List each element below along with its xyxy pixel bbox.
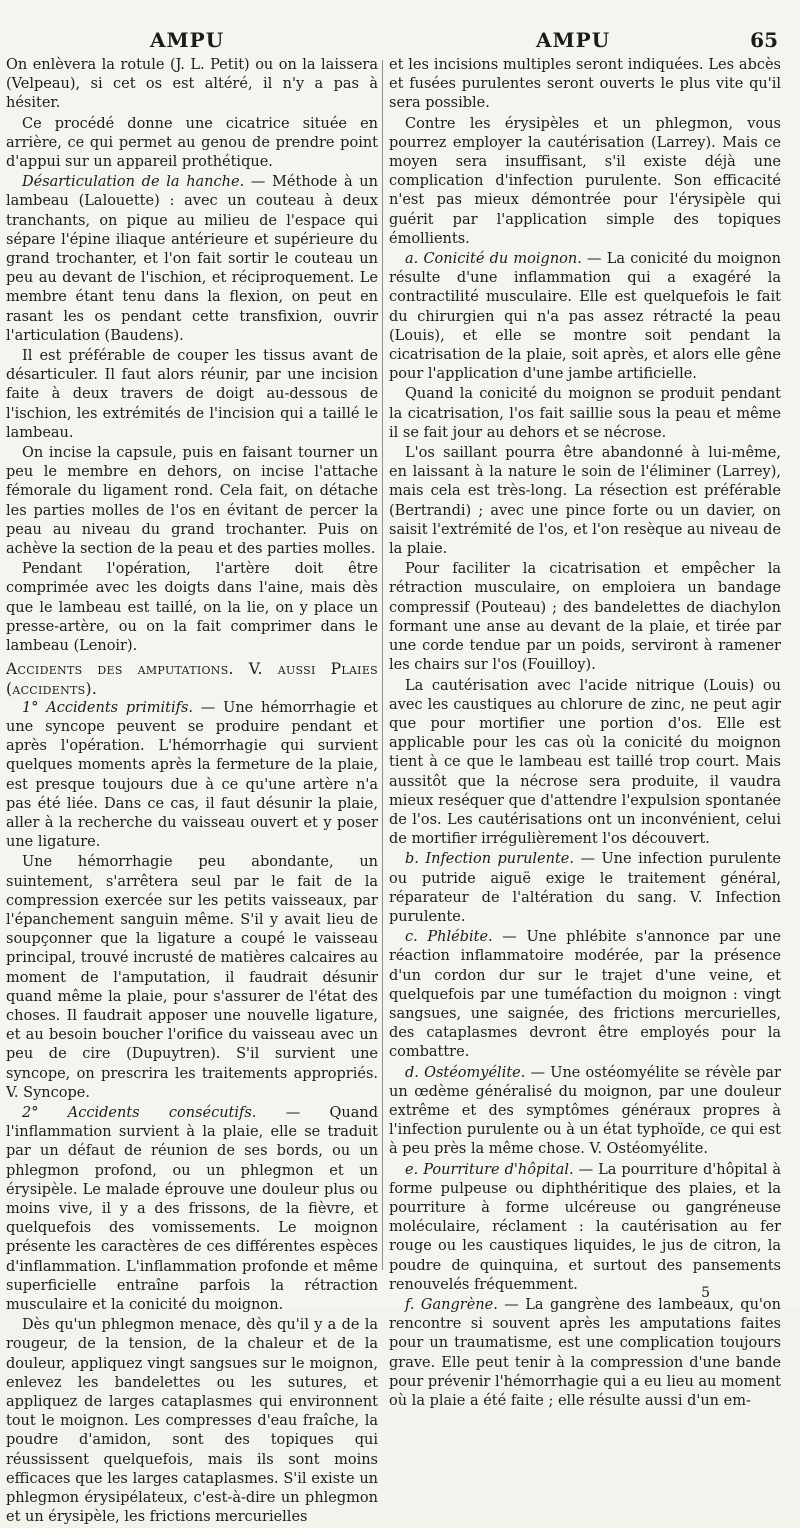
paragraph-lead: a. Conicité du moignon. — [405, 251, 582, 268]
paragraph — [389, 115, 781, 249]
paragraph — [6, 1316, 378, 1527]
right-column — [389, 56, 781, 1412]
paragraph-text: — Une ostéomyélite se révèle par un œdème généralisé du moignon, par une douleur extrême et des symptômes généraux propres à l'infection purulente ou à un état typhoïde, ce qui est à peu près la même chose. V. Ostéomyélite. — [389, 1064, 781, 1158]
paragraph — [389, 250, 781, 384]
paragraph — [6, 115, 378, 173]
paragraph-text: Une hémorrhagie peu abondante, un suintement, s'arrêtera seul par le fait de la compression exercée sur les petits vaisseaux, par l'épanchement sanguin même. S'il y avait lieu de soupçonner que la ligature a coupé le vaisseau principal, trouvé incrusté de matières calcaires au moment de l'amputation, il faudrait désunir quand même la plaie, pour s'assurer de l'état des choses. Il faudrait apposer une nouvelle ligature, et au besoin boucher l'orifice du vaisseau avec un peu de cire (Dupuytren). S'il survient une syncope, on prescrira les traitements appropriés. V. Syncope. — [6, 854, 378, 1101]
paragraph-lead: Désarticulation de la hanche. — [22, 174, 245, 191]
left-column — [6, 56, 378, 1528]
paragraph-text: — Une infection purulente ou putride aiguë exige le traitement général, réparateur de l'altération du sang. V. Infection purulente. — [389, 851, 781, 925]
paragraph — [6, 347, 378, 443]
paragraph-text: — La pourriture d'hôpital à forme pulpeuse ou diphthéritique des plaies, et la pourriture à forme ulcéreuse ou gangréneuse moléculaire, réclament : la cautérisation au fer rouge ou les caustiques liquides, le jus de citron, la poudre de quinquina, et surtout des pansements renouvelés fréquemment. — [389, 1161, 781, 1293]
paragraph — [389, 677, 781, 850]
paragraph-text: On incise la capsule, puis en faisant tourner un peu le membre en dehors, on incise l'attache fémorale du ligament rond. Cela fait, on détache les parties molles de l'os en évitant de percer la peau au niveau du grand trochanter. Puis on achève la section de la peau et des parties molles. — [6, 445, 378, 558]
section-heading: Accidents des amputations. V. aussi Plaies (accidents). — [6, 660, 378, 698]
paragraph-text: — La conicité du moignon résulte d'une inflammation qui a exagéré la contractilité musculaire. Elle est quelquefois le fait du chirurgien qui n'a pas assez rétracté la peau (Louis), et elle se montre soit pendant la cicatrisation de la plaie, soit après, et alors elle gêne pour l'application d'une jambe artificielle. — [389, 251, 781, 383]
paragraph-text: L'os saillant pourra être abandonné à lui-même, en laissant à la nature le soin de l'éliminer (Larrey), mais cela est très-long. La résection est préférable (Bertrandi) ; avec une pince forte ou un davier, on saisit l'extrémité de l'os, et l'on resèque au niveau de la plaie. — [389, 445, 781, 558]
right-running-title: AMPU — [536, 28, 611, 52]
running-header — [0, 28, 800, 58]
paragraph-lead: f. Gangrène. — [405, 1297, 498, 1313]
paragraph-lead: e. Pourriture d'hôpital. — [405, 1161, 574, 1178]
paragraph — [389, 444, 781, 559]
paragraph — [389, 385, 781, 443]
paragraph-text: — Une hémorrhagie et une syncope peuvent se produire pendant et après l'opération. L'hémorrhagie qui survient quelques moments après la fermeture de la plaie, est presque toujours due à ce qu'une artère n'a pas été liée. Dans ce cas, il faut désunir la plaie, aller à la recherche du vaisseau ouvert et y poser une ligature. — [6, 699, 378, 851]
paragraph — [389, 850, 781, 927]
paragraph — [6, 699, 378, 853]
paragraph-text: Quand la conicité du moignon se produit pendant la cicatrisation, l'os fait saillie sous la peau et même il se fait jour au dehors et se nécrose. — [389, 386, 781, 441]
paragraph — [6, 560, 378, 656]
paragraph-text: Contre les érysipèles et un phlegmon, vous pourrez employer la cautérisation (Larrey). Mais ce moyen sera insuffisant, s'il existe déjà une complication d'infection purulente. Son efficacité n'est pas mieux démontrée pour l'érysipèle qui guérit par l'application simple des topiques émollients. — [389, 115, 781, 247]
paragraph — [6, 853, 378, 1103]
paragraph-text: — La gangrène des lambeaux, qu'on rencontre si souvent après les amputations faites pour un traumatisme, est une complication toujours grave. Elle peut tenir à la compression d'une bande pour prévenir l'hémorrhagie qui a eu lieu au moment où la plaie a été faite ; elle résulte aussi d'un em- — [389, 1297, 781, 1410]
paragraph — [6, 56, 378, 114]
paragraph — [389, 1296, 781, 1411]
paragraph-lead: b. Infection purulente. — [405, 851, 574, 868]
column-divider — [382, 60, 383, 1270]
paragraph — [389, 560, 781, 675]
paragraph-lead: 1° Accidents primitifs. — [22, 699, 194, 716]
paragraph — [6, 1104, 378, 1315]
paragraph-text: Dès qu'un phlegmon menace, dès qu'il y a de la rougeur, de la tension, de la chaleur et de la douleur, appliquez vingt sangsues sur le moignon, enlevez les bandelettes ou les sutures, et appliquez de larges cataplasmes qui environnent tout le moignon. Les compresses d'eau fraîche, la poudre d'amidon, sont des topiques qui réussissent quelquefois, mais ils sont moins efficaces que les larges cataplasmes. S'il existe un phlegmon érysipélateux, c'est-à-dire un phlegmon et un érysipèle, les frictions mercurielles — [6, 1317, 378, 1526]
paragraph — [389, 56, 781, 114]
paragraph-text: Pour faciliter la cicatrisation et empêcher la rétraction musculaire, on emploiera un bandage compressif (Pouteau) ; des bandelettes de diachylon formant une anse au devant de la plaie, et tirée par une corde tendue par un poids, serviront à ramener les chairs sur l'os (Fouilloy). — [389, 561, 781, 674]
paragraph-text: et les incisions multiples seront indiquées. Les abcès et fusées purulentes seront ouverts le plus vite qu'il sera possible. — [389, 57, 781, 112]
paragraph-lead: c. Phlébite. — [405, 929, 493, 946]
paragraph-text: Il est préférable de couper les tissus avant de désarticuler. Il faut alors réunir, par une incision faite à deux travers de doigt au-dessous de l'ischion, les extrémités de l'incision qui a taillé le lambeau. — [6, 348, 378, 441]
paragraph-text: Pendant l'opération, l'artère doit être comprimée avec les doigts dans l'aine, mais dès que le lambeau est taillé, on la lie, on y place un presse-artère, ou on la fait comprimer dans le lambeau (Lenoir). — [6, 561, 378, 655]
paragraph-lead: d. Ostéomyélite. — [405, 1064, 526, 1081]
paragraph — [6, 173, 378, 346]
left-running-title: AMPU — [150, 28, 225, 52]
paragraph — [389, 928, 781, 1062]
printer-signature: 5 — [701, 1285, 710, 1301]
paragraph — [6, 444, 378, 559]
paragraph-text: Ce procédé donne une cicatrice située en arrière, ce qui permet au genou de prendre point d'appui sur un appareil prothétique. — [6, 115, 378, 171]
paragraph-text: — Méthode à un lambeau (Lalouette) : avec un couteau à deux tranchants, on pique au milieu de l'espace qui sépare l'épine iliaque antérieure et supérieure du grand trochanter, et l'on fait sortir le couteau un peu au devant de l'ischion, et réciproquement. Le membre étant tenu dans la flexion, on peut en rasant les os pendant cette transfixion, ouvrir l'articulation (Baudens). — [6, 174, 378, 344]
paragraph-text: La cautérisation avec l'acide nitrique (Louis) ou avec les caustiques au chlorure de zinc, ne peut agir que pour mortifier une portion d'os. Elle est applicable pour les cas où la conicité du moignon tient à ce que le lambeau est taillé trop court. Mais aussitôt que la nécrose sera produite, il vaudra mieux reséquer que d'attendre l'expulsion spontanée de l'os. Les cautérisations ont un inconvénient, celui de mortifier irrégulièrement l'os découvert. — [389, 677, 781, 848]
paragraph-lead: 2° Accidents consécutifs. — [22, 1104, 257, 1121]
paragraph-text: — Une phlébite s'annonce par une réaction inflammatoire modérée, par la présence d'un cordon dur sur le trajet d'une veine, et quelquefois par une tuméfaction du moignon : vingt sangsues, une saignée, des frictions mercurielles, des cataplasmes devront être employés pour la combattre. — [389, 929, 781, 1061]
paragraph — [389, 1064, 781, 1160]
paragraph — [389, 1161, 781, 1295]
page-number: 65 — [750, 28, 778, 52]
paragraph-text: On enlèvera la rotule (J. L. Petit) ou on la laissera (Velpeau), si cet os est altéré, il n'y a pas à hésiter. — [6, 57, 378, 112]
paragraph-text: — Quand l'inflammation survient à la plaie, elle se traduit par un défaut de réunion de ses bords, ou un phlegmon profond, ou un phlegmon et un érysipèle. Le malade éprouve une douleur plus ou moins vive, il y a des frissons, de la fièvre, et quelquefois des vomissements. Le moignon présente les caractères de ces différentes espèces d'inflammation. L'inflammation profonde et même superficielle entraîne parfois la rétraction musculaire et la conicité du moignon. — [6, 1104, 378, 1313]
